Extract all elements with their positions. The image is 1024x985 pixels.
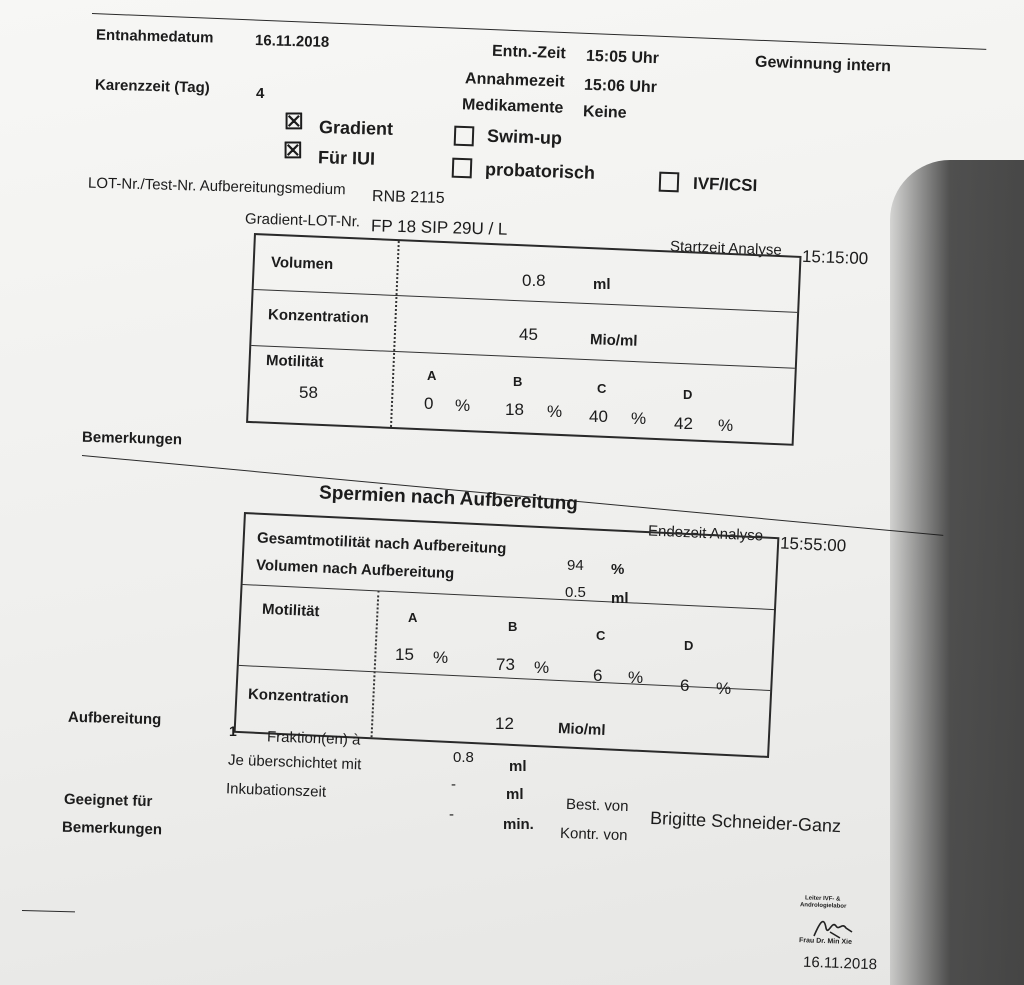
gradient-label: Gradient	[318, 117, 394, 139]
konzentration-nach-unit: Mio/ml	[557, 719, 606, 740]
startzeit-label: Startzeit Analyse	[669, 238, 782, 259]
stamp-line1: Leiter IVF- &	[804, 895, 841, 903]
bottom-left-rule	[22, 910, 75, 912]
gesamtmotilitaet-label: Gesamtmotilität nach Aufbereitung	[256, 529, 507, 558]
konzentration-unit: Mio/ml	[589, 331, 638, 350]
volumen-unit: ml	[593, 276, 611, 293]
gradient-checkbox[interactable]: ☒	[284, 109, 304, 134]
fraktion-unit: ml	[509, 758, 527, 775]
bemerkungen-label-2: Bemerkungen	[61, 818, 163, 839]
gradient-lot-label: Gradient-LOT-Nr.	[244, 210, 361, 231]
grade-d-label: D	[683, 387, 693, 402]
hand-shadow	[890, 160, 1024, 985]
grade-c-value: 40	[589, 407, 608, 426]
grade2-a-unit: %	[433, 648, 449, 667]
probatorisch-checkbox[interactable]	[452, 158, 473, 179]
grade2-d-label: D	[684, 638, 694, 653]
volumen-nach-label: Volumen nach Aufbereitung	[255, 556, 455, 583]
ueberschichtet-unit: ml	[506, 786, 524, 803]
grade-d-unit: %	[718, 416, 734, 435]
volumen-value: 0.8	[522, 271, 546, 290]
medikamente-value: Keine	[582, 103, 627, 122]
entn-zeit-label: Entn.-Zeit	[491, 42, 567, 63]
gewinnung-text: Gewinnung intern	[754, 53, 892, 76]
volumen-nach-unit: ml	[611, 590, 629, 607]
startzeit-value: 15:15:00	[801, 246, 869, 269]
geeignet-label: Geeignet für	[63, 790, 153, 811]
grade-c-unit: %	[631, 409, 647, 428]
stamp-name: Frau Dr. Min Xie	[798, 937, 853, 946]
annahmezeit-label: Annahmezeit	[464, 70, 565, 91]
grade2-c-value: 6	[593, 666, 603, 685]
grade-a-unit: %	[455, 396, 471, 415]
grade-b-unit: %	[547, 402, 563, 421]
fuer-iui-checkbox[interactable]: ☒	[283, 138, 303, 163]
konzentration-value: 45	[519, 325, 538, 344]
grade2-b-unit: %	[534, 658, 550, 677]
grade2-c-unit: %	[628, 668, 644, 687]
grade2-a-label: A	[408, 610, 418, 625]
karenzzeit-label: Karenzzeit (Tag)	[94, 76, 210, 97]
grade-c-label: C	[597, 381, 607, 396]
grade2-b-value: 73	[496, 655, 515, 674]
gradient-lot-value: FP 18 SIP 29U / L	[370, 216, 508, 239]
grade-b-value: 18	[505, 400, 524, 419]
endezeit-value: 15:55:00	[779, 533, 847, 556]
inkubationszeit-label: Inkubationszeit	[225, 780, 327, 801]
swim-up-checkbox[interactable]	[454, 126, 475, 147]
analysis2-title: Spermien nach Aufbereitung	[318, 482, 579, 515]
karenzzeit-value: 4	[256, 85, 265, 102]
kontr-von-label: Kontr. von	[559, 824, 628, 845]
ueberschichtet-value: -	[451, 776, 456, 793]
fraktion-label: Fraktion(en) à	[266, 728, 361, 749]
motilitaet-nach-label: Motilität	[261, 600, 320, 621]
motilitaet-label: Motilität	[265, 352, 324, 371]
swim-up-label: Swim-up	[486, 125, 563, 149]
grade-a-label: A	[427, 368, 437, 383]
volumen-nach-value: 0.5	[565, 584, 586, 601]
motilitaet-value: 58	[299, 383, 318, 402]
endezeit-label: Endezeit Analyse	[647, 522, 764, 545]
grade-b-label: B	[513, 374, 523, 389]
lot-value: RNB 2115	[371, 188, 445, 207]
ivf-icsi-label: IVF/ICSI	[692, 173, 758, 196]
stamp-date: 16.11.2018	[802, 953, 878, 974]
grade2-d-value: 6	[680, 676, 690, 695]
ivf-icsi-checkbox[interactable]	[659, 172, 680, 193]
gesamtmotilitaet-unit: %	[611, 561, 625, 578]
best-von-label: Best. von	[565, 795, 629, 816]
konzentration-label: Konzentration	[267, 306, 370, 327]
grade2-d-unit: %	[716, 679, 732, 698]
inkubationszeit-value: -	[449, 806, 454, 823]
best-von-value: Brigitte Schneider-Ganz	[649, 807, 842, 837]
fraktion-value: 0.8	[453, 749, 474, 766]
medikamente-label: Medikamente	[461, 96, 564, 117]
ueberschichtet-label: Je überschichtet mit	[227, 751, 362, 774]
aufbereitung-label: Aufbereitung	[67, 708, 162, 729]
konzentration-nach-label: Konzentration	[247, 685, 350, 708]
konzentration-nach-value: 12	[495, 714, 514, 733]
grade2-c-label: C	[596, 628, 606, 643]
inkubationszeit-unit: min.	[503, 816, 534, 833]
grade-d-value: 42	[674, 414, 693, 433]
gesamtmotilitaet-value: 94	[567, 557, 584, 574]
entn-zeit-value: 15:05 Uhr	[585, 47, 660, 68]
fraktion-count: 1	[229, 723, 237, 739]
lot-label: LOT-Nr./Test-Nr. Aufbereitungsmedium	[87, 174, 346, 199]
annahmezeit-value: 15:06 Uhr	[583, 76, 658, 97]
grade2-a-value: 15	[395, 645, 414, 664]
volumen-label: Volumen	[270, 253, 334, 274]
grade-a-value: 0	[424, 394, 434, 413]
entnahmedatum-value: 16.11.2018	[254, 32, 330, 51]
bemerkungen-label-1: Bemerkungen	[81, 428, 183, 449]
probatorisch-label: probatorisch	[484, 159, 596, 183]
entnahmedatum-label: Entnahmedatum	[95, 26, 214, 47]
fuer-iui-label: Für IUI	[317, 147, 376, 169]
stamp-line2: Andrologielabor	[799, 902, 847, 910]
grade2-b-label: B	[508, 619, 518, 634]
